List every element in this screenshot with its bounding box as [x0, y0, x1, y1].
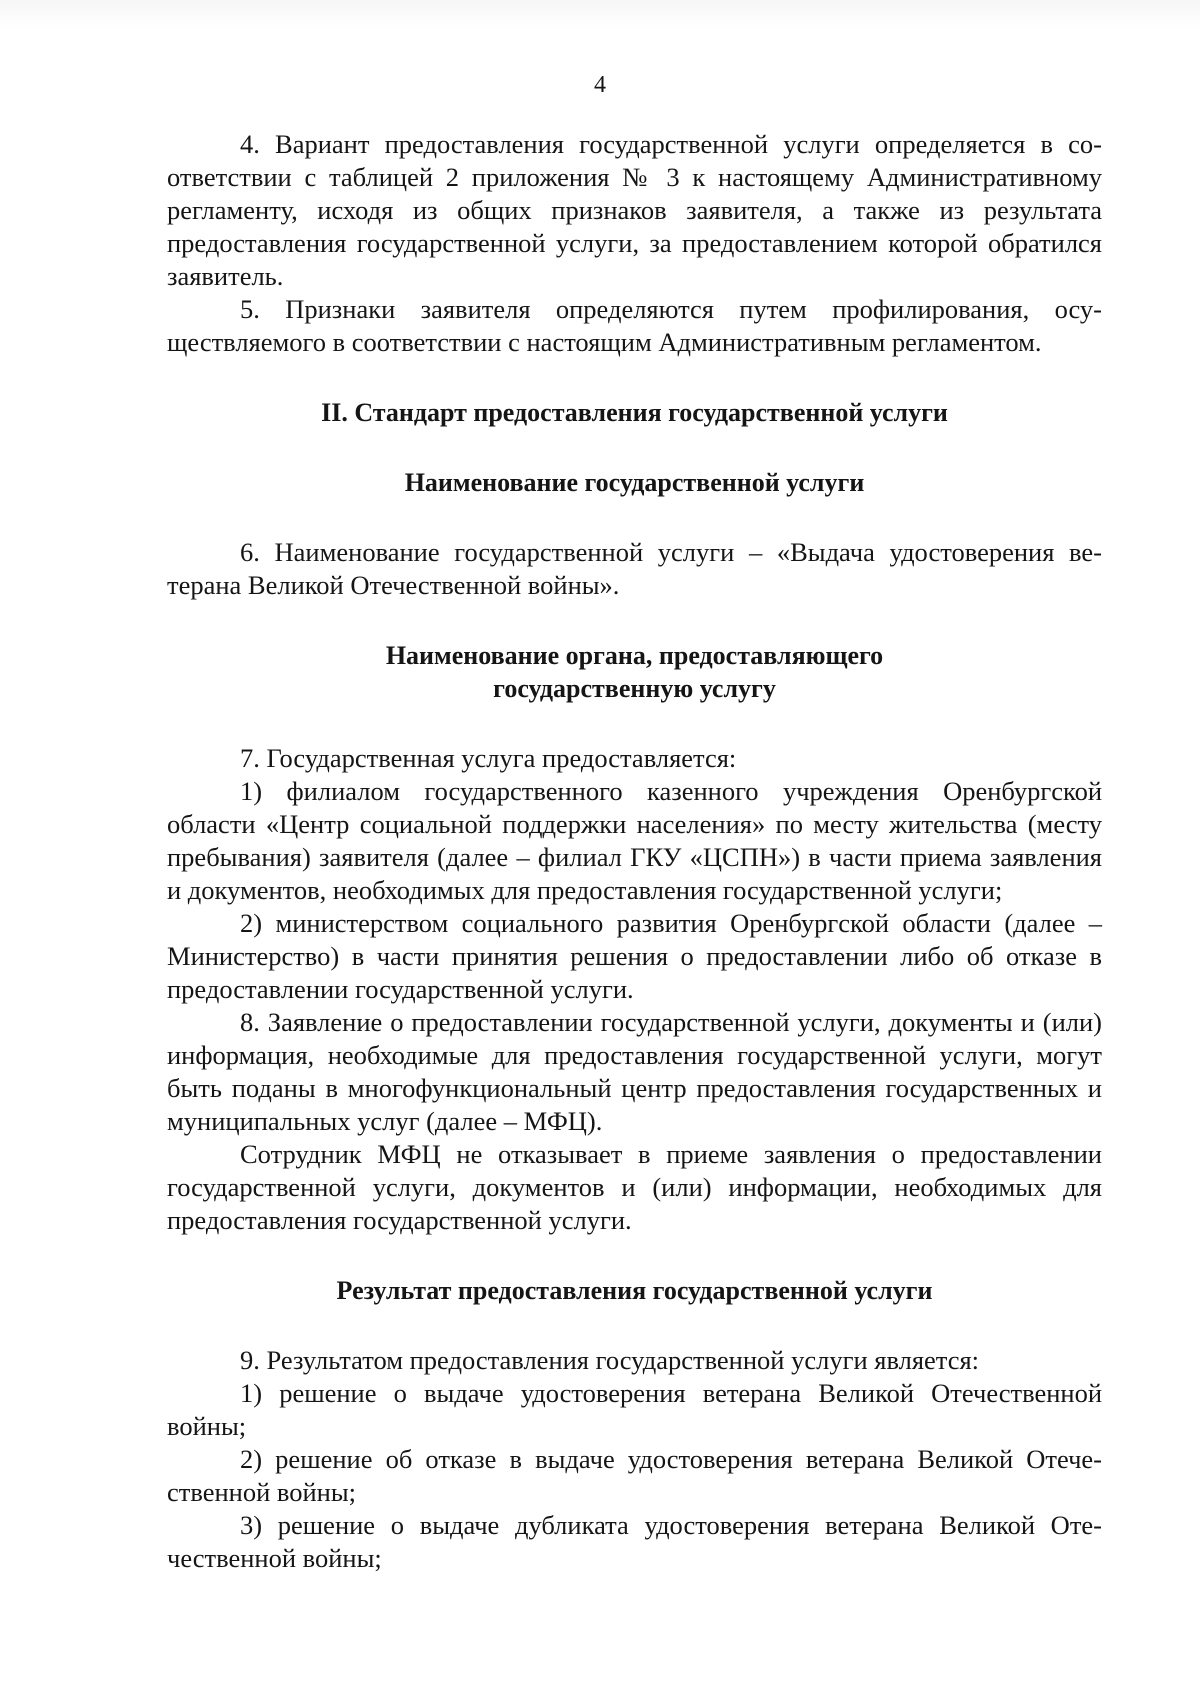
paragraph-9-item-2: 2) решение об отказе в выдаче удостоверения ветерана Великой Отечественной войны; [167, 1444, 1102, 1507]
subheading-result: Результат предоставления государственной услуги [336, 1276, 933, 1305]
paragraph-8-continued: Сотрудник МФЦ не отказывает в приеме заявления о предоставлении государственной услуги, документов и (или) информации, необходимых для предоставления государственной услуги. [167, 1139, 1102, 1235]
paragraph-4: 4. Вариант предоставления государственной услуги определяется в соответствии с таблицей 2 приложения № 3 к настоящему Административному регламенту, исходя из общих признаков заявителя, а также из результата предоставления государственной услуги, за предоставлением которой обратился заявитель. [167, 129, 1102, 291]
paragraph-9: 9. Результатом предоставления государственной услуги является: [240, 1345, 980, 1375]
page-number: 4 [594, 72, 606, 98]
subheading-authority-line-2: государственную услугу [493, 674, 776, 703]
document-body [167, 128, 1102, 1575]
subheading-authority [167, 639, 1102, 705]
paragraph-6: 6. Наименование государственной услуги – «Выдача удостоверения ветерана Великой Отечественной войны». [167, 537, 1102, 600]
paragraph-5: 5. Признаки заявителя определяются путем профилирования, осуществляемого в соответствии с настоящим Административным регламентом. [167, 294, 1102, 357]
paragraph-7-item-2: 2) министерством социального развития Оренбургской области (далее – Министерство) в части принятия решения о предоставлении либо об отказе в предоставлении государственной услуги. [167, 908, 1102, 1004]
paragraph-9-item-3: 3) решение о выдаче дубликата удостоверения ветерана Великой Отечественной войны; [167, 1510, 1102, 1573]
paragraph-7-item-1: 1) филиалом государственного казенного учреждения Оренбургской области «Центр социальной поддержки населения» по месту жительства (месту пребывания) заявителя (далее – филиал ГКУ «ЦСПН») в части приема заявления и документов, необходимых для предоставления государственной услуги; [167, 776, 1102, 905]
paragraph-9-item-1: 1) решение о выдаче удостоверения ветерана Великой Отечественной войны; [167, 1378, 1102, 1441]
subheading-authority-line-1: Наименование органа, предоставляющего [385, 641, 884, 670]
subheading-service-name: Наименование государственной услуги [404, 468, 865, 497]
section-heading-standard: II. Стандарт предоставления государственной услуги [321, 398, 948, 427]
paragraph-8: 8. Заявление о предоставлении государственной услуги, документы и (или) информация, необходимые для предоставления государственной услуги, могут быть поданы в многофункциональный центр предоставления государственных и муниципальных услуг (далее – МФЦ). [167, 1007, 1102, 1136]
paragraph-7: 7. Государственная услуга предоставляется: [240, 743, 737, 773]
